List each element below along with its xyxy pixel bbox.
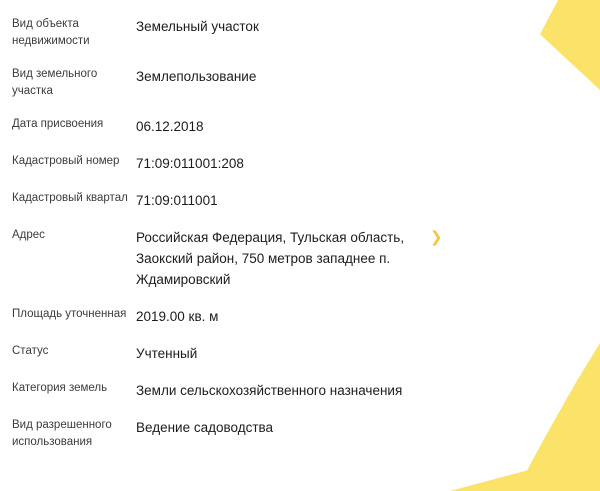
row-value: 71:09:011001:208 <box>136 156 244 171</box>
table-row <box>12 306 566 327</box>
row-label: Статус <box>12 345 49 357</box>
row-value: Российская Федерация, Тульская область, Заокский район, 750 метров западнее п. Ждамировский <box>136 230 405 287</box>
row-label: Адрес <box>12 229 45 241</box>
row-label: Вид объекта недвижимости <box>12 18 90 47</box>
row-value: 06.12.2018 <box>136 119 204 134</box>
table-row-address <box>12 227 566 290</box>
table-row <box>12 343 566 364</box>
row-label: Категория земель <box>12 382 108 394</box>
row-label: Площадь уточненная <box>12 308 127 320</box>
row-value: Землепользование <box>136 69 257 84</box>
row-label: Вид разрешенного использования <box>12 419 112 448</box>
table-row <box>12 153 566 174</box>
table-row <box>12 116 566 137</box>
row-value: 2019.00 кв. м <box>136 309 219 324</box>
row-label: Вид земельного участка <box>12 68 98 97</box>
table-row <box>12 66 566 100</box>
row-label: Дата присвоения <box>12 118 104 130</box>
row-value: 71:09:011001 <box>136 193 218 208</box>
row-label: Кадастровый квартал <box>12 192 128 204</box>
row-value: Учтенный <box>136 346 198 361</box>
chevron-right-icon: ❯ <box>430 228 443 246</box>
row-value: Земли сельскохозяйственного назначения <box>136 383 403 398</box>
table-row <box>12 16 566 50</box>
row-label: Кадастровый номер <box>12 155 120 167</box>
table-row <box>12 190 566 211</box>
row-value: Земельный участок <box>136 19 259 34</box>
row-value: Ведение садоводства <box>136 420 274 435</box>
decorative-shape-bottom-corner <box>450 451 600 491</box>
table-row <box>12 380 566 401</box>
table-row <box>12 417 566 451</box>
